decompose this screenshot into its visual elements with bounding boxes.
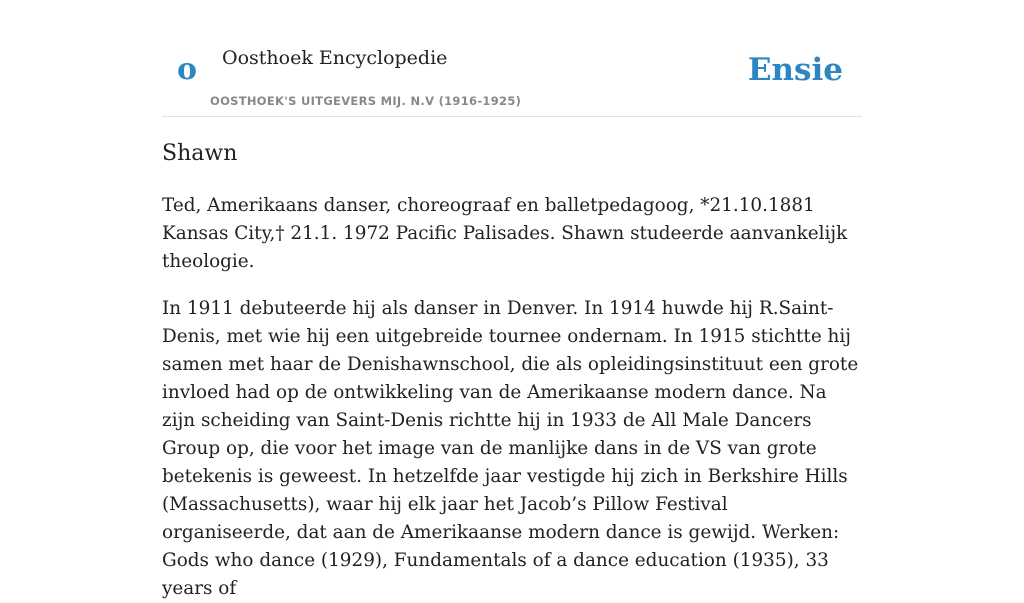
article-paragraph-1: Ted, Amerikaans danser, choreograaf en balletpedagoog, *21.10.1881 Kansas City,† 21.1. 1972 Pacific Palisades. Shawn studeerde aanvankelijk theologie.: [162, 195, 848, 272]
site-logo[interactable]: o: [177, 52, 198, 87]
article-paragraph-2: In 1911 debuteerde hij als danser in Denver. In 1914 huwde hij R.Saint-Denis, met wie hij een uitgebreide tournee ondernam. In 1915 stichtte hij samen met haar de Denishawnschool, die als opleidingsinstituut een grote invloed had op de ontwikkeling van de Amerikaanse modern dance. Na zijn scheiding van Saint-Denis richtte hij in 1933 de All Male Dancers Group op, die voor het image van de manlijke dans in de VS van grote betekenis is geweest. In hetzelfde jaar vestigde hij zich in Berkshire Hills (Massachusetts), waar hij elk jaar het Jacob’s Pillow Festival organiseerde, dat aan de Amerikaanse modern dance is gewijd. Werken: Gods who dance (1929), Fundamentals of a dance education (1935), 33 years of: [162, 298, 859, 599]
article: [162, 136, 862, 603]
site-header: [162, 0, 862, 117]
publisher-label: OOSTHOEK'S UITGEVERS MIJ. N.V (1916-1925): [210, 94, 522, 108]
site-title-link[interactable]: Oosthoek Encyclopedie: [222, 47, 448, 69]
ensie-brand-link[interactable]: Ensie: [747, 52, 843, 88]
article-title: Shawn: [162, 141, 238, 166]
